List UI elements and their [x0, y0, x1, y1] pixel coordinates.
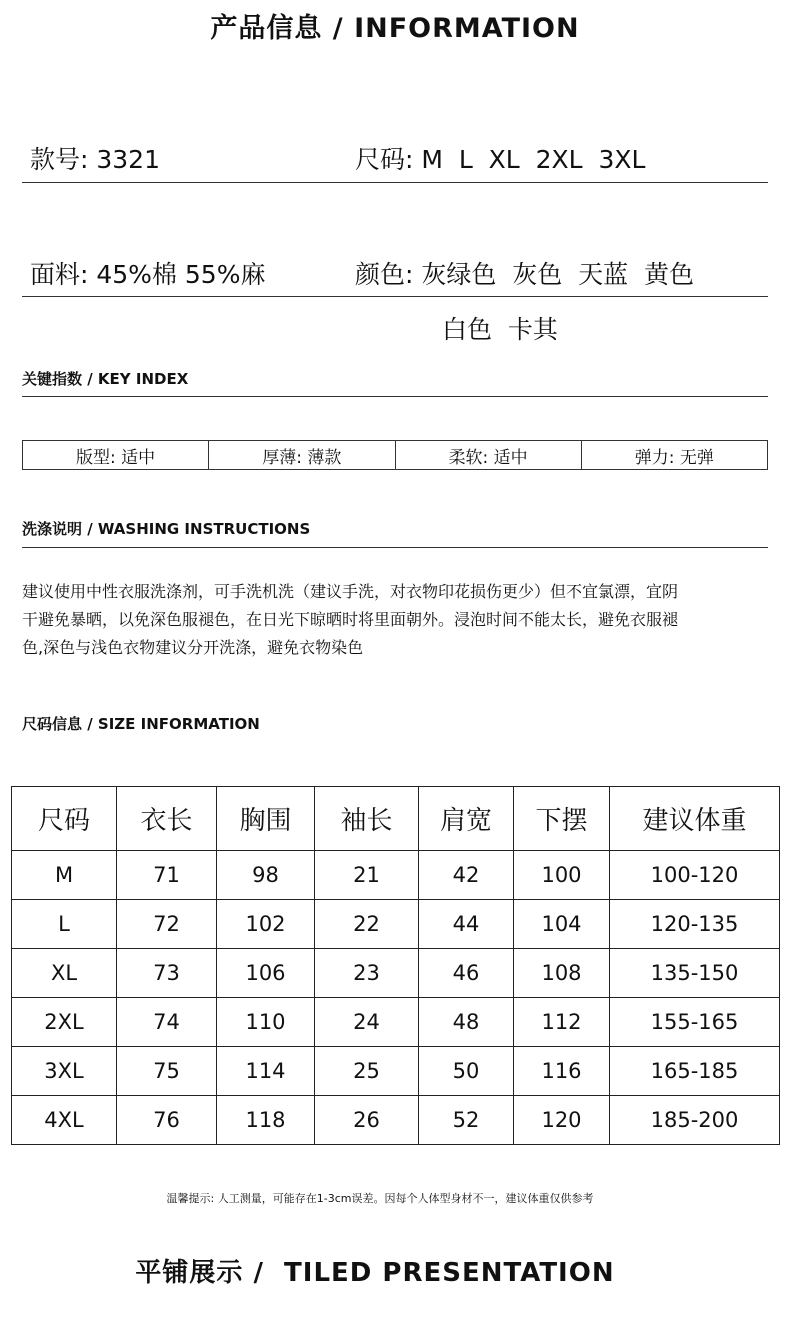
- table-cell: 118: [217, 1096, 315, 1145]
- table-cell: 25: [315, 1047, 419, 1096]
- page-title: 产品信息 / INFORMATION: [210, 13, 580, 44]
- measurement-note: 温馨提示: 人工测量，可能存在1-3cm误差。因每个人体型身材不一，建议体重仅供参考: [166, 1192, 594, 1205]
- table-cell: 98: [217, 851, 315, 900]
- washing-line: 色,深色与浅色衣物建议分开洗涤，避免衣物染色: [22, 638, 364, 657]
- key-cell-fit: 版型: 适中: [23, 441, 209, 469]
- col-header-chest: 胸围: [217, 787, 315, 851]
- table-cell: 106: [217, 949, 315, 998]
- table-cell: 100: [514, 851, 610, 900]
- table-cell: 71: [117, 851, 217, 900]
- size-info-title: 尺码信息 / SIZE INFORMATION: [22, 715, 260, 733]
- table-cell: M: [12, 851, 117, 900]
- table-row: [12, 998, 780, 1047]
- table-row: [12, 1096, 780, 1145]
- table-cell: 50: [419, 1047, 514, 1096]
- table-cell: 112: [514, 998, 610, 1047]
- fabric-info: 面料: 45%棉 55%麻: [30, 260, 266, 289]
- table-cell: 42: [419, 851, 514, 900]
- size-list: 尺码: M L XL 2XL 3XL: [355, 145, 646, 174]
- divider: [22, 396, 768, 397]
- col-header-weight: 建议体重: [610, 787, 780, 851]
- washing-title: 洗涤说明 / WASHING INSTRUCTIONS: [22, 520, 311, 538]
- divider: [22, 182, 768, 183]
- table-cell: 3XL: [12, 1047, 117, 1096]
- table-cell: 104: [514, 900, 610, 949]
- table-cell: 72: [117, 900, 217, 949]
- key-index-table: [22, 440, 768, 470]
- table-cell: 165-185: [610, 1047, 780, 1096]
- table-cell: 46: [419, 949, 514, 998]
- table-cell: 73: [117, 949, 217, 998]
- divider: [22, 296, 768, 297]
- table-cell: 75: [117, 1047, 217, 1096]
- col-header-shoulder: 肩宽: [419, 787, 514, 851]
- table-cell: 24: [315, 998, 419, 1047]
- col-header-hem: 下摆: [514, 787, 610, 851]
- table-cell: 185-200: [610, 1096, 780, 1145]
- table-cell: 2XL: [12, 998, 117, 1047]
- color-info-continued: 白色 卡其: [442, 315, 558, 344]
- size-table: [11, 786, 780, 1145]
- table-cell: 116: [514, 1047, 610, 1096]
- tiled-presentation-title: 平铺展示 / TILED PRESENTATION: [135, 1258, 615, 1288]
- table-cell: 4XL: [12, 1096, 117, 1145]
- table-cell: L: [12, 900, 117, 949]
- table-header-row: [12, 787, 780, 851]
- color-info: 颜色: 灰绿色 灰色 天蓝 黄色: [355, 260, 695, 289]
- table-cell: 102: [217, 900, 315, 949]
- table-cell: 48: [419, 998, 514, 1047]
- table-cell: 135-150: [610, 949, 780, 998]
- table-cell: 21: [315, 851, 419, 900]
- key-cell-thickness: 厚薄: 薄款: [209, 441, 395, 469]
- col-header-sleeve: 袖长: [315, 787, 419, 851]
- table-cell: XL: [12, 949, 117, 998]
- table-cell: 26: [315, 1096, 419, 1145]
- model-number: 款号: 3321: [30, 145, 160, 174]
- table-cell: 100-120: [610, 851, 780, 900]
- key-index-title: 关键指数 / KEY INDEX: [22, 370, 189, 388]
- table-row: [12, 949, 780, 998]
- divider: [22, 547, 768, 548]
- key-cell-elasticity: 弹力: 无弹: [634, 447, 714, 468]
- table-cell: 52: [419, 1096, 514, 1145]
- table-row: [12, 851, 780, 900]
- col-header-size: 尺码: [12, 787, 117, 851]
- table-cell: 120: [514, 1096, 610, 1145]
- table-cell: 74: [117, 998, 217, 1047]
- table-cell: 114: [217, 1047, 315, 1096]
- washing-instructions: [22, 578, 772, 662]
- table-cell: 110: [217, 998, 315, 1047]
- table-row: [12, 1047, 780, 1096]
- washing-line: 干避免暴晒，以免深色服褪色，在日光下晾晒时将里面朝外。浸泡时间不能太长，避免衣服褪: [22, 610, 679, 629]
- table-cell: 76: [117, 1096, 217, 1145]
- table-cell: 155-165: [610, 998, 780, 1047]
- table-cell: 108: [514, 949, 610, 998]
- table-cell: 44: [419, 900, 514, 949]
- table-row: [12, 900, 780, 949]
- col-header-length: 衣长: [117, 787, 217, 851]
- washing-line: 建议使用中性衣服洗涤剂，可手洗机洗（建议手洗，对衣物印花损伤更少）但不宜氯漂，宜阴: [22, 582, 679, 601]
- key-cell-softness: 柔软: 适中: [396, 441, 582, 469]
- table-cell: 120-135: [610, 900, 780, 949]
- table-cell: 22: [315, 900, 419, 949]
- table-cell: 23: [315, 949, 419, 998]
